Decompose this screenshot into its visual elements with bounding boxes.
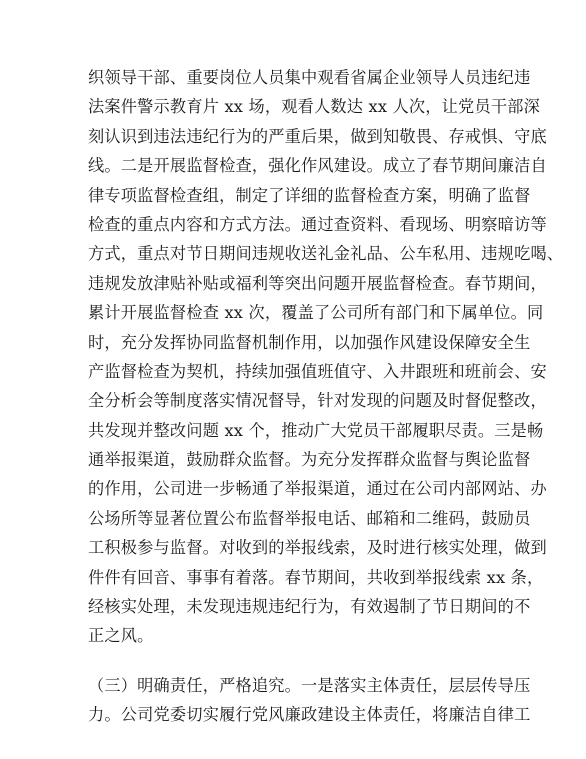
paragraph-line: 线。二是开展监督检查，强化作风建设。成立了春节期间廉洁自 xyxy=(88,156,547,176)
paragraph-line: 法案件警示教育片 xx 场，观看人数达 xx 人次，让党员干部深 xyxy=(88,97,540,117)
paragraph-spacer xyxy=(88,651,508,671)
paragraph-line: 通举报渠道，鼓励群众监督。为充分发挥群众监督与舆论监督 xyxy=(88,450,531,470)
section-heading-line: （三）明确责任，严格追究。一是落实主体责任，层层传导压 xyxy=(88,675,531,695)
paragraph-line: 织领导干部、重要岗位人员集中观看省属企业领导人员违纪违 xyxy=(88,68,531,87)
paragraph-line: 的作用，公司进一步畅通了举报渠道，通过在公司内部网站、办 xyxy=(88,479,547,499)
document-body xyxy=(88,63,564,730)
paragraph-line: 刻认识到违法违纪行为的严重后果，做到知敬畏、存戒惧、守底 xyxy=(88,126,547,146)
paragraph-line: 方式，重点对节日期间违规收送礼金礼品、公车私用、违规吃喝、 xyxy=(88,244,564,264)
paragraph-line: 正之风。 xyxy=(88,626,154,646)
paragraph-line: 经核实处理，未发现违规违纪行为，有效遏制了节日期间的不 xyxy=(88,597,531,617)
paragraph-line: 时，充分发挥协同监督机制作用，以加强作风建设保障安全生 xyxy=(88,332,531,352)
paragraph-line: 律专项监督检查组，制定了详细的监督检查方案，明确了监督 xyxy=(88,185,531,205)
paragraph-line: 违规发放津贴补贴或福利等突出问题开展监督检查。春节期间， xyxy=(88,273,547,293)
paragraph-line: 检查的重点内容和方式方法。通过查资料、看现场、明察暗访等 xyxy=(88,214,547,234)
paragraph-line: 公场所等显著位置公布监督举报电话、邮箱和二维码，鼓励员 xyxy=(88,508,531,528)
paragraph-line: 产监督检查为契机，持续加强值班值守、入井跟班和班前会、安 xyxy=(88,361,547,381)
paragraph-line: 全分析会等制度落实情况督导，针对发现的问题及时督促整改， xyxy=(88,391,547,411)
paragraph-line: 累计开展监督检查 xx 次，覆盖了公司所有部门和下属单位。同 xyxy=(88,303,544,323)
paragraph-line: 工积极参与监督。对收到的举报线索，及时进行核实处理，做到 xyxy=(88,538,547,558)
paragraph-line: 力。公司党委切实履行党风廉政建设主体责任，将廉洁自律工 xyxy=(88,705,531,725)
paragraph-line: 共发现并整改问题 xx 个，推动广大党员干部履职尽责。三是畅 xyxy=(88,420,544,440)
paragraph-line: 件件有回音、事事有着落。春节期间，共收到举报线索 xx 条， xyxy=(88,567,544,587)
